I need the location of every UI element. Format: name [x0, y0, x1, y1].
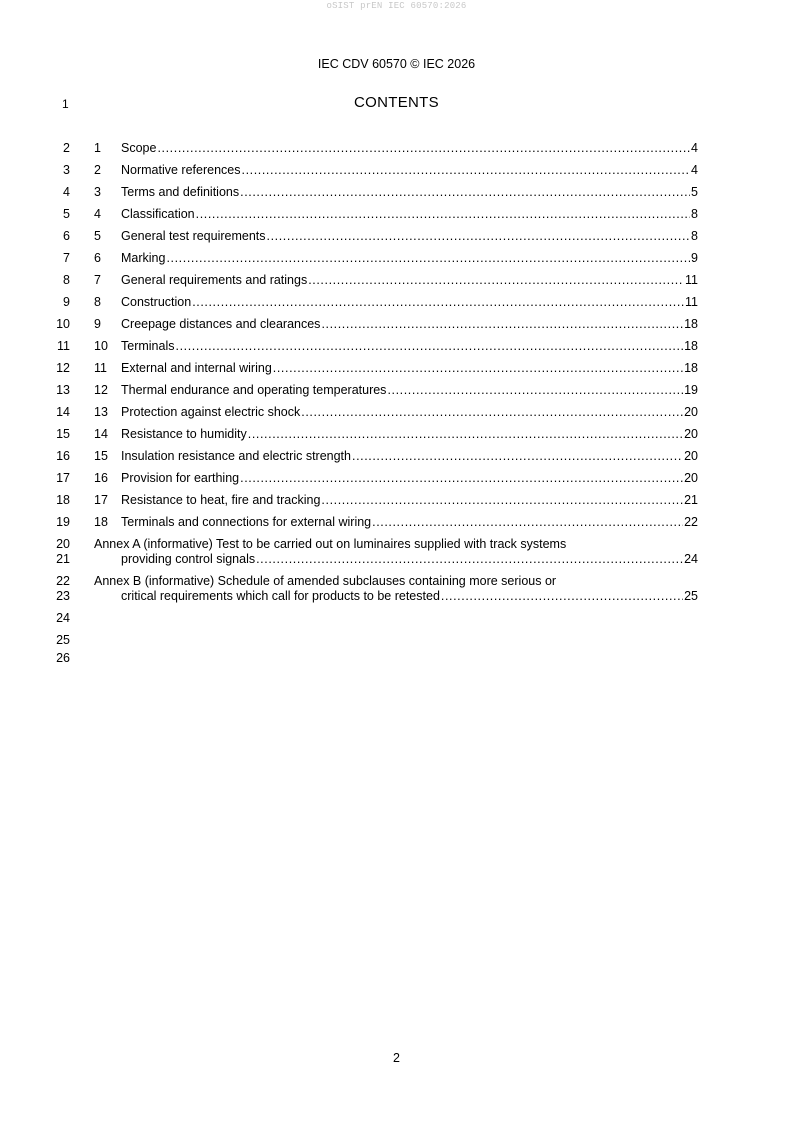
toc-entry[interactable]	[0, 316, 793, 332]
leader-dots	[242, 162, 691, 178]
toc-entry[interactable]	[0, 140, 793, 156]
page-number: 18	[684, 361, 698, 375]
page-number-footer: 2	[393, 1051, 400, 1065]
page-number: 11	[685, 295, 698, 309]
page-number: 18	[684, 339, 698, 353]
line-number: 17	[56, 471, 70, 485]
leader-dots	[308, 272, 684, 288]
leader-dots	[352, 448, 683, 464]
line-number: 7	[63, 251, 70, 265]
toc-entry[interactable]	[0, 470, 793, 486]
line-number: 9	[63, 295, 70, 309]
toc-entry[interactable]	[0, 514, 793, 530]
toc-entry-body	[121, 184, 698, 200]
toc-annex-a-line1[interactable]	[0, 536, 793, 552]
toc-entry-body	[121, 382, 698, 398]
section-title: Provision for earthing	[121, 471, 240, 485]
leader-dots	[387, 382, 683, 398]
page-number: 20	[684, 427, 698, 441]
toc-entry[interactable]	[0, 162, 793, 178]
toc-entry[interactable]	[0, 272, 793, 288]
line-number: 24	[56, 611, 70, 625]
toc-entry-body	[121, 426, 698, 442]
toc-entry[interactable]	[0, 228, 793, 244]
section-number: 6	[94, 251, 101, 265]
line-number: 26	[56, 651, 70, 665]
toc-entry-body	[121, 514, 698, 530]
toc-entry[interactable]	[0, 448, 793, 464]
page-number: 9	[691, 251, 698, 265]
toc-entry[interactable]	[0, 206, 793, 222]
page-number: 20	[684, 449, 698, 463]
section-number: 2	[94, 163, 101, 177]
line-number: 12	[56, 361, 70, 375]
leader-dots	[372, 514, 683, 530]
section-title: Thermal endurance and operating temperatures	[121, 383, 387, 397]
toc-entry-body	[121, 588, 698, 604]
toc-entry-body	[121, 294, 698, 310]
page-number: 4	[691, 141, 698, 155]
annex-title-continued: critical requirements which call for products to be retested	[121, 589, 440, 603]
page-number: 22	[684, 515, 698, 529]
section-number: 7	[94, 273, 101, 287]
leader-dots	[441, 588, 683, 604]
page-number: 19	[684, 383, 698, 397]
line-number: 22	[56, 574, 70, 588]
leader-dots	[240, 184, 690, 200]
toc-entry-body	[121, 140, 698, 156]
toc-entry[interactable]	[0, 426, 793, 442]
section-title: General test requirements	[121, 229, 266, 243]
annex-title: Annex B (informative) Schedule of amended subclauses containing more serious or	[94, 574, 557, 588]
line-number: 18	[56, 493, 70, 507]
section-title: Terminals and connections for external wiring	[121, 515, 372, 529]
page-number: 8	[691, 229, 698, 243]
line-number: 6	[63, 229, 70, 243]
leader-dots	[321, 492, 683, 508]
toc-entry-body	[121, 250, 698, 266]
section-title: General requirements and ratings	[121, 273, 308, 287]
line-number: 23	[56, 589, 70, 603]
section-number: 4	[94, 207, 101, 221]
leader-dots	[176, 338, 684, 354]
toc-annex-b-line1[interactable]	[0, 573, 793, 589]
section-title: Insulation resistance and electric strength	[121, 449, 351, 463]
line-number: 10	[56, 317, 70, 331]
section-title: Normative references	[121, 163, 241, 177]
section-number: 12	[94, 383, 108, 397]
toc-entry-body	[121, 338, 698, 354]
toc-entry-body	[121, 448, 698, 464]
toc-entry-body	[121, 360, 698, 376]
contents-title-line	[0, 94, 793, 114]
section-number: 15	[94, 449, 108, 463]
line-number: 16	[56, 449, 70, 463]
section-title: Resistance to humidity	[121, 427, 247, 441]
section-number: 1	[94, 141, 101, 155]
section-number: 9	[94, 317, 101, 331]
page-number: 20	[684, 405, 698, 419]
line-number: 19	[56, 515, 70, 529]
line-number: 3	[63, 163, 70, 177]
document-header: IEC CDV 60570 © IEC 2026	[317, 57, 476, 71]
toc-entry[interactable]	[0, 338, 793, 354]
leader-dots	[256, 551, 683, 567]
page-number: 4	[691, 163, 698, 177]
page-number: 25	[684, 589, 698, 603]
section-title: Protection against electric shock	[121, 405, 301, 419]
line-number: 20	[56, 537, 70, 551]
page-number: 20	[684, 471, 698, 485]
toc-annex-b-line2[interactable]	[0, 588, 793, 604]
section-title: Classification	[121, 207, 195, 221]
page-number: 11	[685, 273, 698, 287]
leader-dots	[192, 294, 684, 310]
line-number: 25	[56, 633, 70, 647]
toc-entry-body	[121, 551, 698, 567]
watermark: oSIST prEN IEC 60570:2026	[326, 1, 467, 11]
section-title: Resistance to heat, fire and tracking	[121, 493, 321, 507]
toc-entry-body	[121, 162, 698, 178]
leader-dots	[321, 316, 683, 332]
line-number: 1	[62, 97, 69, 111]
toc-entry-body	[94, 573, 698, 589]
toc-entry[interactable]	[0, 360, 793, 376]
toc-entry-body	[121, 470, 698, 486]
section-number: 8	[94, 295, 101, 309]
page-number: 21	[684, 493, 698, 507]
section-title: Scope	[121, 141, 157, 155]
line-number: 21	[56, 552, 70, 566]
page-number: 18	[684, 317, 698, 331]
leader-dots	[267, 228, 691, 244]
toc-entry-body	[121, 272, 698, 288]
toc-entry[interactable]	[0, 382, 793, 398]
leader-dots	[166, 250, 690, 266]
section-title: Terms and definitions	[121, 185, 240, 199]
leader-dots	[157, 140, 690, 156]
annex-title: Annex A (informative) Test to be carried out on luminaires supplied with track systems	[94, 537, 567, 551]
toc-entry-body	[121, 228, 698, 244]
section-title: Terminals	[121, 339, 175, 353]
leader-dots	[248, 426, 683, 442]
section-title: Marking	[121, 251, 166, 265]
line-number: 11	[57, 339, 70, 353]
leader-dots	[273, 360, 683, 376]
line-number: 5	[63, 207, 70, 221]
leader-dots	[301, 404, 683, 420]
section-number: 5	[94, 229, 101, 243]
line-number: 8	[63, 273, 70, 287]
toc-entry[interactable]	[0, 492, 793, 508]
page-number: 24	[684, 552, 698, 566]
toc-entry-body	[121, 492, 698, 508]
page-number: 8	[691, 207, 698, 221]
toc-entry[interactable]	[0, 404, 793, 420]
section-number: 3	[94, 185, 101, 199]
line-number: 2	[63, 141, 70, 155]
toc-entry[interactable]	[0, 294, 793, 310]
line-number: 13	[56, 383, 70, 397]
annex-title-continued: providing control signals	[121, 552, 256, 566]
section-number: 16	[94, 471, 108, 485]
toc-entry[interactable]	[0, 184, 793, 200]
section-number: 10	[94, 339, 108, 353]
section-number: 18	[94, 515, 108, 529]
section-title: External and internal wiring	[121, 361, 272, 375]
section-title: Construction	[121, 295, 192, 309]
toc-annex-a-line2[interactable]	[0, 551, 793, 567]
section-number: 17	[94, 493, 108, 507]
line-number: 4	[63, 185, 70, 199]
section-number: 13	[94, 405, 108, 419]
toc-entry-body	[94, 536, 698, 552]
leader-dots	[240, 470, 683, 486]
toc-entry-body	[121, 404, 698, 420]
toc-entry[interactable]	[0, 250, 793, 266]
toc-entry-body	[121, 316, 698, 332]
section-number: 11	[94, 361, 107, 375]
section-title: Creepage distances and clearances	[121, 317, 321, 331]
leader-dots	[196, 206, 690, 222]
toc-entry-body	[121, 206, 698, 222]
page-number: 5	[691, 185, 698, 199]
line-number: 15	[56, 427, 70, 441]
section-number: 14	[94, 427, 108, 441]
contents-title: CONTENTS	[354, 94, 439, 111]
line-number: 14	[56, 405, 70, 419]
